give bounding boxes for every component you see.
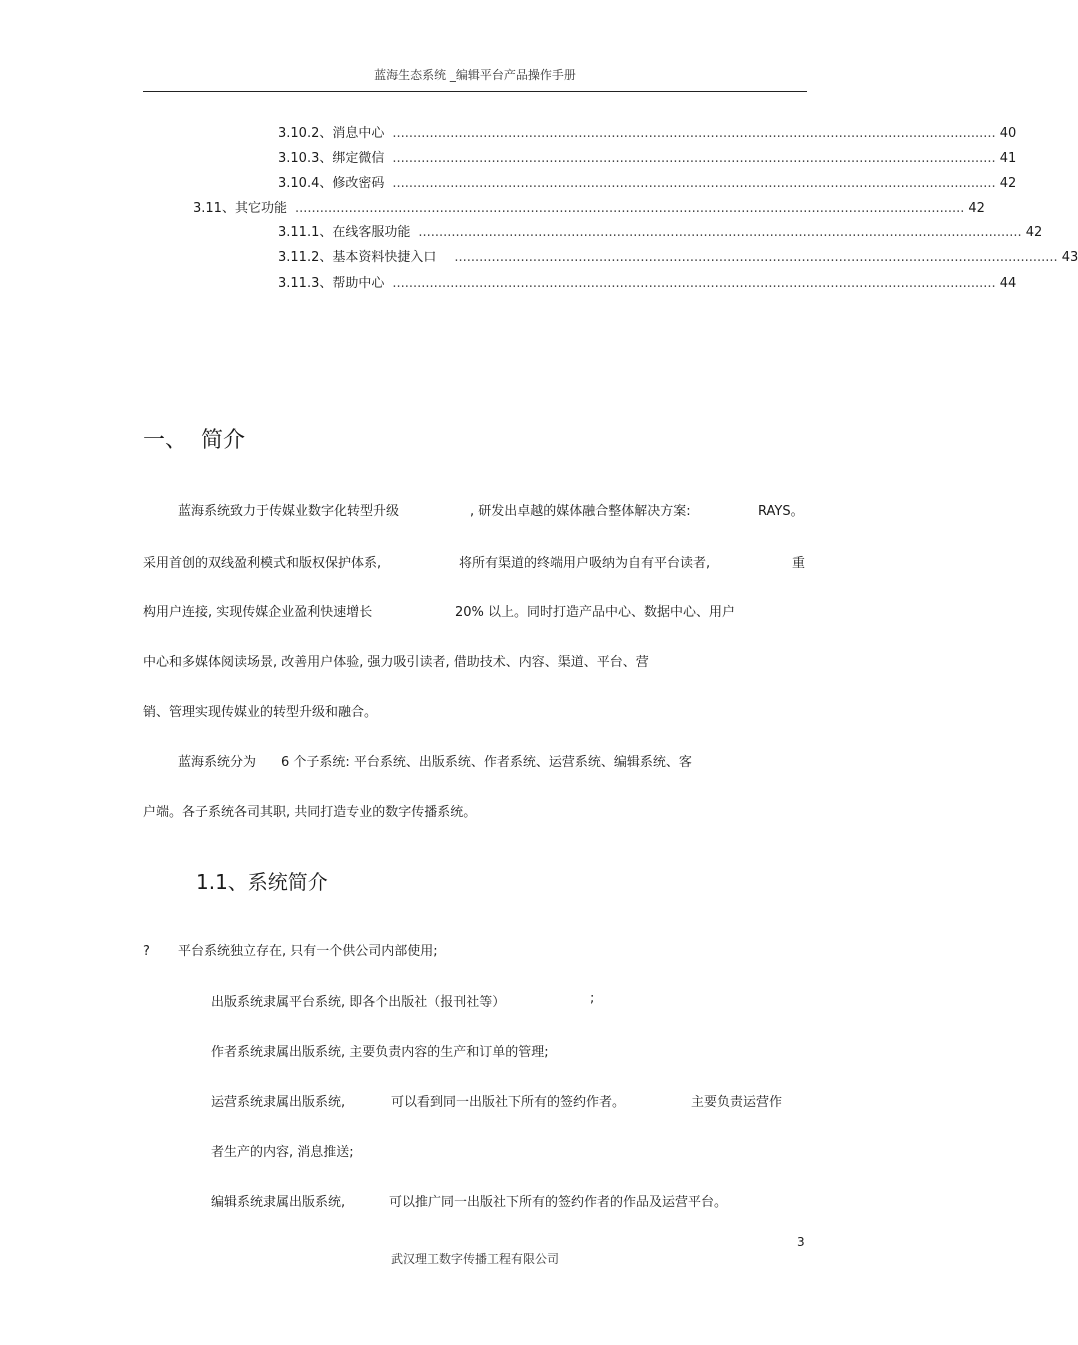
toc-entry[interactable] bbox=[278, 122, 1017, 141]
list-line: 主要负责运营作 bbox=[691, 1095, 783, 1110]
toc-page: 42 bbox=[999, 176, 1017, 191]
toc-label: 3.10.3、绑定微信 bbox=[278, 151, 385, 166]
list-line: 可以推广同一出版社下所有的签约作者的作品及运营平台。 bbox=[389, 1195, 728, 1210]
toc-page: 42 bbox=[968, 201, 985, 216]
toc-label: 3.11、其它功能 bbox=[193, 201, 287, 216]
list-line: ; bbox=[590, 991, 595, 1006]
paragraph-line: 将所有渠道的终端用户吸纳为自有平台读者, bbox=[459, 556, 711, 571]
toc-leader: .................................................................................................................................................. bbox=[392, 151, 996, 166]
toc-label: 3.11.1、在线客服功能 bbox=[278, 225, 411, 240]
paragraph-line: 户端。各子系统各司其职, 共同打造专业的数字传播系统。 bbox=[143, 805, 477, 820]
list-line: 运营系统隶属出版系统, bbox=[211, 1095, 346, 1110]
toc-label: 3.10.4、修改密码 bbox=[278, 176, 385, 191]
toc-entry[interactable] bbox=[193, 197, 985, 216]
page-header-title: 蓝海生态系统 _编辑平台产品操作手册 bbox=[374, 68, 576, 82]
toc-label: 3.10.2、消息中心 bbox=[278, 126, 385, 141]
toc-page: 41 bbox=[999, 151, 1017, 166]
paragraph-line: 20% 以上。同时打造产品中心、数据中心、用户 bbox=[455, 605, 736, 620]
toc-leader: .................................................................................................................................................................. bbox=[294, 201, 965, 216]
paragraph-line: 构用户连接, 实现传媒企业盈利快速增长 bbox=[143, 605, 373, 620]
toc-leader: .................................................................................................................................................. bbox=[454, 250, 1058, 265]
paragraph-line: 蓝海系统分为 bbox=[178, 755, 257, 770]
paragraph-line: 重 bbox=[792, 556, 806, 571]
bullet-text: 平台系统独立存在, 只有一个供公司内部使用; bbox=[178, 944, 438, 959]
toc-page: 40 bbox=[999, 126, 1017, 141]
list-line: 可以看到同一出版社下所有的签约作者。 bbox=[391, 1095, 626, 1110]
list-line: 编辑系统隶属出版系统, bbox=[211, 1195, 346, 1210]
section-number: 一、 bbox=[143, 428, 188, 453]
list-line: 者生产的内容, 消息推送; bbox=[211, 1145, 354, 1160]
toc-entry[interactable] bbox=[278, 172, 1017, 191]
section-title: 简介 bbox=[201, 428, 246, 453]
section-heading bbox=[143, 423, 245, 454]
toc-page: 42 bbox=[1025, 225, 1043, 240]
bullet-marker: ? bbox=[143, 944, 150, 959]
paragraph-line: 蓝海系统致力于传媒业数字化转型升级 bbox=[178, 504, 400, 519]
list-line: 作者系统隶属出版系统, 主要负责内容的生产和订单的管理; bbox=[211, 1045, 549, 1060]
toc-entry[interactable] bbox=[278, 246, 1078, 265]
paragraph-line: 中心和多媒体阅读场景, 改善用户体验, 强力吸引读者, 借助技术、内容、渠道、平台、营 bbox=[143, 655, 649, 670]
list-line: 出版系统隶属平台系统, 即各个出版社（报刊社等） bbox=[211, 995, 506, 1010]
toc-leader: .................................................................................................................................................. bbox=[392, 276, 996, 291]
toc-label: 3.11.3、帮助中心 bbox=[278, 276, 385, 291]
bullet-item bbox=[143, 940, 438, 959]
toc-label: 3.11.2、基本资料快捷入口 bbox=[278, 250, 437, 265]
paragraph-line: 6 个子系统: 平台系统、出版系统、作者系统、运营系统、编辑系统、客 bbox=[281, 755, 692, 770]
paragraph-line: RAYS。 bbox=[758, 504, 804, 519]
toc-entry[interactable] bbox=[278, 221, 1043, 240]
subsection-title: 1.1、系统简介 bbox=[196, 870, 328, 894]
toc-leader: .................................................................................................................................................. bbox=[418, 225, 1022, 240]
toc-leader: .................................................................................................................................................. bbox=[392, 126, 996, 141]
toc-entry[interactable] bbox=[278, 147, 1017, 166]
paragraph-line: 销、管理实现传媒业的转型升级和融合。 bbox=[143, 705, 378, 720]
paragraph-line: 采用首创的双线盈利模式和版权保护体系, bbox=[143, 556, 382, 571]
page-number: 3 bbox=[797, 1235, 805, 1249]
toc-leader: .................................................................................................................................................. bbox=[392, 176, 996, 191]
toc-entry[interactable] bbox=[278, 272, 1017, 291]
toc-page: 44 bbox=[999, 276, 1017, 291]
paragraph-line: , 研发出卓越的媒体融合整体解决方案: bbox=[470, 504, 691, 519]
footer-company: 武汉理工数字传播工程有限公司 bbox=[390, 1252, 559, 1266]
toc-page: 43 bbox=[1061, 250, 1078, 265]
header-rule bbox=[143, 91, 807, 92]
